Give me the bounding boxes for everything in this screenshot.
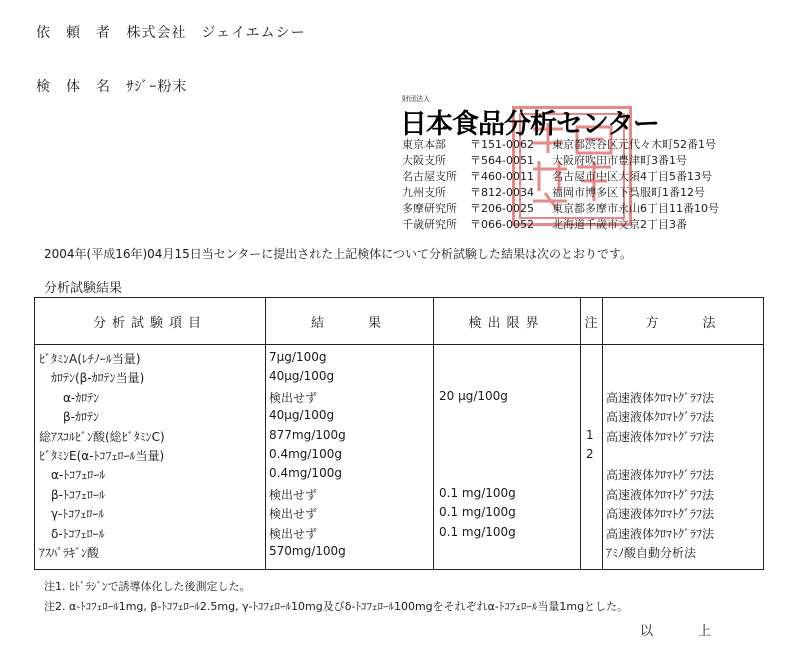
specimen-label: 検 体 名 xyxy=(36,79,111,95)
branch-address: 福岡市博多区下呉服町1番12号 xyxy=(552,186,705,199)
branch-address: 大阪府吹田市豊津町3番1号 xyxy=(552,154,687,167)
branch-zip: 〒151-0062 xyxy=(470,138,534,151)
branch-name: 多摩研究所 xyxy=(402,202,457,215)
result-cell: 7μg/100g xyxy=(269,350,327,364)
limit-cell: 0.1 mg/100g xyxy=(439,485,516,500)
header-limit: 検出限界 xyxy=(468,316,545,331)
branch-row xyxy=(402,153,719,169)
branch-row xyxy=(402,169,719,185)
requester-row xyxy=(36,22,306,42)
result-cell: 0.4mg/100g xyxy=(269,466,342,481)
item-cell: 総ｱｽｺﾙﾋﾞﾝ酸(総ﾋﾞﾀﾐﾝC) xyxy=(39,429,165,444)
item-cell: α-ｶﾛﾃﾝ xyxy=(63,390,100,405)
note-cell: 2 xyxy=(586,447,594,461)
branch-name: 千歳研究所 xyxy=(402,218,457,231)
branch-address: 東京都渋谷区元代々木町52番1号 xyxy=(552,138,716,151)
header-item: 分析試験項目 xyxy=(92,316,207,331)
branch-row xyxy=(402,201,719,217)
col-divider xyxy=(602,298,603,569)
org-name: 日本食品分析センター xyxy=(400,109,659,140)
section-title: 分析試験結果 xyxy=(44,281,123,296)
item-cell: ｱｽﾊﾟﾗｷﾞﾝ酸 xyxy=(39,546,100,560)
header-method: 方 法 xyxy=(645,316,722,331)
branch-zip: 〒206-0025 xyxy=(470,202,534,215)
branch-name: 大阪支所 xyxy=(402,154,446,167)
specimen-row xyxy=(36,76,187,96)
col-divider xyxy=(433,298,434,569)
method-cell: 高速液体ｸﾛﾏﾄｸﾞﾗﾌ法 xyxy=(606,487,715,502)
item-cell: β-ｶﾛﾃﾝ xyxy=(63,410,99,425)
header-result: 結 果 xyxy=(310,316,387,331)
method-cell: ｱﾐﾉ酸自動分析法 xyxy=(606,546,697,560)
item-cell: α-ﾄｺﾌｪﾛｰﾙ xyxy=(51,468,106,483)
branch-name: 東京本部 xyxy=(402,138,446,151)
method-cell: 高速液体ｸﾛﾏﾄｸﾞﾗﾌ法 xyxy=(606,410,715,425)
branch-address: 北海道千歳市文京2丁目3番 xyxy=(552,218,687,231)
method-cell: 高速液体ｸﾛﾏﾄｸﾞﾗﾌ法 xyxy=(606,390,715,405)
header-divider xyxy=(35,344,763,345)
branch-row xyxy=(402,185,719,201)
branch-name: 九州支所 xyxy=(402,186,446,199)
method-cell: 高速液体ｸﾛﾏﾄｸﾞﾗﾌ法 xyxy=(606,507,715,522)
item-cell: δ-ﾄｺﾌｪﾛｰﾙ xyxy=(51,526,105,541)
branch-address: 名古屋市中区大須4丁目5番13号 xyxy=(552,170,712,183)
limit-cell: 0.1 mg/100g xyxy=(439,524,516,539)
result-cell: 877mg/100g xyxy=(269,427,346,442)
branch-row xyxy=(402,137,719,153)
branch-zip: 〒066-0052 xyxy=(470,218,534,231)
method-cell: 高速液体ｸﾛﾏﾄｸﾞﾗﾌ法 xyxy=(606,468,715,483)
limit-cell: 20 μg/100g xyxy=(439,388,508,403)
item-cell: ﾋﾞﾀﾐﾝE(α-ﾄｺﾌｪﾛｰﾙ当量) xyxy=(39,449,165,463)
results-table xyxy=(34,297,764,570)
result-cell: 0.4mg/100g xyxy=(269,447,342,461)
requester-label: 依 頼 者 xyxy=(36,25,111,41)
result-cell: 40μg/100g xyxy=(269,408,335,423)
org-prefix: 財団法人 xyxy=(402,95,430,103)
specimen-value: ｻｼﾞｰ粉末 xyxy=(126,79,188,95)
result-cell: 検出せず xyxy=(269,487,318,502)
result-cell: 570mg/100g xyxy=(269,544,346,558)
result-cell: 検出せず xyxy=(269,526,318,541)
branch-zip: 〒460-0011 xyxy=(470,170,534,183)
branch-zip: 〒564-0051 xyxy=(470,154,534,167)
footnote-2: 注2. α-ﾄｺﾌｪﾛｰﾙ1mg, β-ﾄｺﾌｪﾛｰﾙ2.5mg, γ-ﾄｺﾌｪﾛｰﾙ10mg及びδ-ﾄｺﾌｪﾛｰﾙ100mgをそれぞれα-ﾄｺﾌｪﾛｰﾙ当量1mgとした。 xyxy=(44,600,629,613)
item-cell: ｶﾛﾃﾝ(β-ｶﾛﾃﾝ当量) xyxy=(51,371,145,386)
branch-address: 東京都多摩市永山6丁目11番10号 xyxy=(552,202,719,215)
col-divider xyxy=(580,298,581,569)
method-cell: 高速液体ｸﾛﾏﾄｸﾞﾗﾌ法 xyxy=(606,429,715,444)
result-cell: 40μg/100g xyxy=(269,369,335,384)
header-note: 注 xyxy=(584,316,598,331)
branch-row xyxy=(402,217,719,233)
branch-list xyxy=(402,137,719,233)
intro-statement: 2004年(平成16年)04月15日当センターに提出された上記検体について分析試験した結果は次のとおりです。 xyxy=(44,247,633,261)
requester-value: 株式会社 ジェイエムシー xyxy=(126,25,306,41)
col-divider xyxy=(265,298,266,569)
footnote-1: 注1. ﾋﾄﾞﾗｼﾞﾝで誘導体化した後測定した。 xyxy=(44,580,251,593)
result-cell: 検出せず xyxy=(269,507,318,522)
branch-name: 名古屋支所 xyxy=(402,170,457,183)
item-cell: ﾋﾞﾀﾐﾝA(ﾚﾁﾉｰﾙ当量) xyxy=(39,352,141,366)
item-cell: β-ﾄｺﾌｪﾛｰﾙ xyxy=(51,487,105,502)
limit-cell: 0.1 mg/100g xyxy=(439,505,516,520)
note-cell: 1 xyxy=(586,427,594,442)
result-cell: 検出せず xyxy=(269,390,318,405)
branch-zip: 〒812-0034 xyxy=(470,186,534,199)
closing-mark: 以 上 xyxy=(640,624,728,639)
item-cell: γ-ﾄｺﾌｪﾛｰﾙ xyxy=(51,507,105,522)
method-cell: 高速液体ｸﾛﾏﾄｸﾞﾗﾌ法 xyxy=(606,526,715,541)
